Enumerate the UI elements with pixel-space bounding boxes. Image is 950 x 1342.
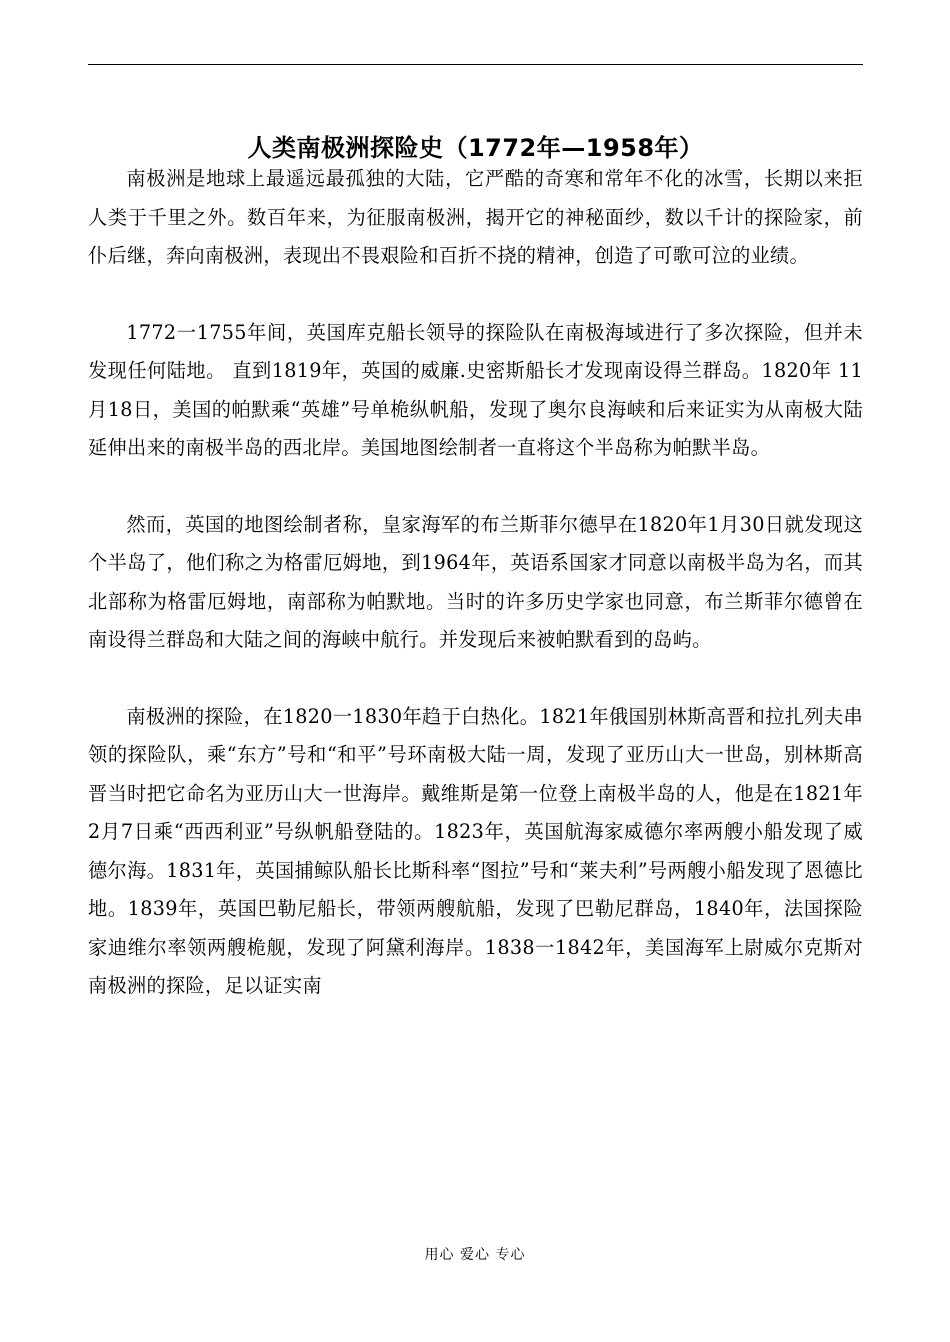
page-title: 人类南极洲探险史（1772年—1958年） [247,134,704,163]
page-footer: 用心 爱心 专心 [424,1247,526,1263]
paragraph-british-claims: 然而，英国的地图绘制者称，皇家海军的布兰斯菲尔德早在1820年1月30日就发现这个半岛了，他们称之为格雷厄姆地，到1964年，英语系国家才同意以南极半岛为名，而其北部称为格雷厄姆地，南部称为帕默地。当时的许多历史学家也同意，布兰斯菲尔德曾在南设得兰群岛和大陆之间的海峡中航行。并发现后来被帕默看到的岛屿。 [88,512,863,651]
paragraph-1820s-exploration: 南极洲的探险，在1820一1830年趋于白热化。1821年俄国别林斯高晋和拉扎列夫串领的探险队，乘“东方”号和“和平”号环南极大陆一周，发现了亚历山大一世岛，别林斯高晋当时把它命名为亚历山大一世海岸。戴维斯是第一位登上南极半岛的人，他是在1821年2月7日乘“西西利亚”号纵帆船登陆的。1823年，英国航海家威德尔率两艘小船发现了威德尔海。1831年，英国捕鲸队船长比斯科率“图拉”号和“莱夫利”号两艘小船发现了恩德比地。1839年，英国巴勒尼船长，带领两艘航船，发现了巴勒尼群岛，1840年，法国探险家迪维尔率领两艘桅舰，发现了阿黛利海岸。1838一1842年，美国海军上尉威尔克斯对南极洲的探险，足以证实南 [88,704,863,997]
article-body [88,160,863,1006]
paragraph-early-expeditions: 1772一1755年间，英国库克船长领导的探险队在南极海域进行了多次探险，但并未发现任何陆地。 直到1819年，英国的威廉.史密斯船长才发现南设得兰群岛。1820年 11月18日，美国的帕默乘“英雄”号单桅纵帆船，发现了奥尔良海峡和后来证实为从南极大陆延伸出来的南极半岛的西北岸。美国地图绘制者一直将这个半岛称为帕默半岛。 [88,320,863,459]
paragraph-intro: 南极洲是地球上最遥远最孤独的大陆，它严酷的奇寒和常年不化的冰雪，长期以来拒人类于千里之外。数百年来，为征服南极洲，揭开它的神秘面纱，数以千计的探险家，前仆后继，奔向南极洲，表现出不畏艰险和百折不挠的精神，创造了可歌可泣的业绩。 [88,167,863,267]
header-rule [88,64,863,65]
